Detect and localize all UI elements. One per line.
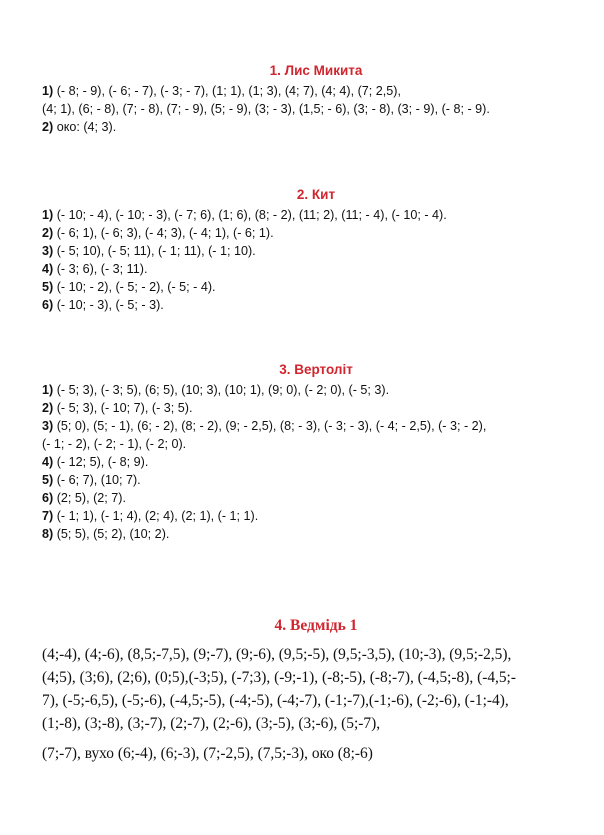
coordinate-line bbox=[42, 224, 590, 242]
step-number: 2) bbox=[42, 226, 54, 240]
coordinate-line bbox=[42, 417, 590, 435]
coordinate-line bbox=[42, 525, 590, 543]
coordinate-text: (- 12; 5), (- 8; 9). bbox=[53, 455, 149, 469]
step-number: 1) bbox=[42, 383, 54, 397]
coordinate-line: (4;5), (3;6), (2;6), (0;5),(-3;5), (-7;3), (-9;-1), (-8;-5), (-8;-7), (-4,5;-8), (-4,5;- bbox=[42, 669, 516, 686]
coordinate-text: (5; 0), (5; - 1), (6; - 2), (8; - 2), (9; - 2,5), (8; - 3), (- 3; - 3), (- 4; - 2,5), (- 3; - 2), bbox=[53, 419, 487, 433]
coordinate-line bbox=[42, 471, 590, 489]
step-number: 1) bbox=[42, 84, 54, 98]
coordinate-line bbox=[42, 206, 590, 224]
coordinate-text: (- 6; 7), (10; 7). bbox=[53, 473, 141, 487]
section-title: 1. Лис Микита bbox=[269, 63, 363, 78]
coordinate-line bbox=[42, 278, 590, 296]
section-helicopter bbox=[42, 362, 590, 543]
section-bear bbox=[42, 616, 590, 765]
section-title: 4. Ведмідь 1 bbox=[274, 617, 358, 634]
coordinate-line bbox=[42, 118, 590, 136]
coordinate-text: (5; 5), (5; 2), (10; 2). bbox=[53, 527, 170, 541]
step-number: 2) bbox=[42, 120, 54, 134]
step-number: 8) bbox=[42, 527, 54, 541]
step-number: 6) bbox=[42, 491, 54, 505]
step-number: 5) bbox=[42, 280, 54, 294]
coordinate-line: (4;-4), (4;-6), (8,5;-7,5), (9;-7), (9;-6), (9,5;-5), (9,5;-3,5), (10;-3), (9,5;-2,5), bbox=[42, 646, 512, 663]
coordinate-text: око: (4; 3). bbox=[53, 120, 117, 134]
coordinate-text: (- 10; - 3), (- 5; - 3). bbox=[53, 298, 164, 312]
step-number: 4) bbox=[42, 455, 54, 469]
coordinate-line bbox=[42, 453, 590, 471]
coordinate-text: (- 5; 3), (- 10; 7), (- 3; 5). bbox=[53, 401, 193, 415]
coordinate-line bbox=[42, 381, 590, 399]
coordinate-text: (- 6; 1), (- 6; 3), (- 4; 3), (- 4; 1), (- 6; 1). bbox=[53, 226, 274, 240]
coordinate-text: (- 8; - 9), (- 6; - 7), (- 3; - 7), (1; 1), (1; 3), (4; 7), (4; 4), (7; 2,5), bbox=[53, 84, 401, 98]
coordinate-line bbox=[42, 489, 590, 507]
coordinate-line bbox=[42, 399, 590, 417]
coordinate-text: (2; 5), (2; 7). bbox=[53, 491, 126, 505]
coordinate-text: (- 3; 6), (- 3; 11). bbox=[53, 262, 148, 276]
coordinate-line bbox=[42, 435, 590, 453]
coordinate-text: (- 5; 10), (- 5; 11), (- 1; 11), (- 1; 10). bbox=[53, 244, 256, 258]
coordinate-text: (- 5; 3), (- 3; 5), (6; 5), (10; 3), (10; 1), (9; 0), (- 2; 0), (- 5; 3). bbox=[53, 383, 390, 397]
step-number: 7) bbox=[42, 509, 54, 523]
coordinate-line bbox=[42, 100, 590, 118]
coordinate-line bbox=[42, 82, 590, 100]
coordinate-text: (4; 1), (6; - 8), (7; - 8), (7; - 9), (5; - 9), (3; - 3), (1,5; - 6), (3; - 8), (3; - 9), (- 8; - 9). bbox=[42, 102, 490, 116]
coordinate-line bbox=[42, 242, 590, 260]
step-number: 6) bbox=[42, 298, 54, 312]
coordinate-line: (1;-8), (3;-8), (3;-7), (2;-7), (2;-6), (3;-5), (3;-6), (5;-7), bbox=[42, 715, 381, 732]
coordinate-line bbox=[42, 260, 590, 278]
coordinate-text: (- 10; - 4), (- 10; - 3), (- 7; 6), (1; 6), (8; - 2), (11; 2), (11; - 4), (- 10; - 4). bbox=[53, 208, 447, 222]
coordinate-line bbox=[42, 296, 590, 314]
section-title: 3. Вертоліт bbox=[279, 362, 353, 377]
coordinate-line bbox=[42, 507, 590, 525]
step-number: 1) bbox=[42, 208, 54, 222]
coordinate-line: 7), (-5;-6,5), (-5;-6), (-4,5;-5), (-4;-5), (-4;-7), (-1;-7),(-1;-6), (-2;-6), (-1;-4), bbox=[42, 692, 509, 709]
section-whale bbox=[42, 187, 590, 314]
step-number: 2) bbox=[42, 401, 54, 415]
section-fox-mykyta bbox=[42, 63, 590, 136]
coordinate-text: (- 1; 1), (- 1; 4), (2; 4), (2; 1), (- 1; 1). bbox=[53, 509, 259, 523]
coordinate-text: (- 10; - 2), (- 5; - 2), (- 5; - 4). bbox=[53, 280, 216, 294]
coordinate-text: (- 1; - 2), (- 2; - 1), (- 2; 0). bbox=[42, 437, 187, 451]
step-number: 3) bbox=[42, 244, 54, 258]
section-title: 2. Кит bbox=[296, 187, 336, 202]
step-number: 3) bbox=[42, 419, 54, 433]
coordinate-line: (7;-7), вухо (6;-4), (6;-3), (7;-2,5), (7,5;-3), око (8;-6) bbox=[42, 745, 373, 762]
step-number: 5) bbox=[42, 473, 54, 487]
step-number: 4) bbox=[42, 262, 54, 276]
